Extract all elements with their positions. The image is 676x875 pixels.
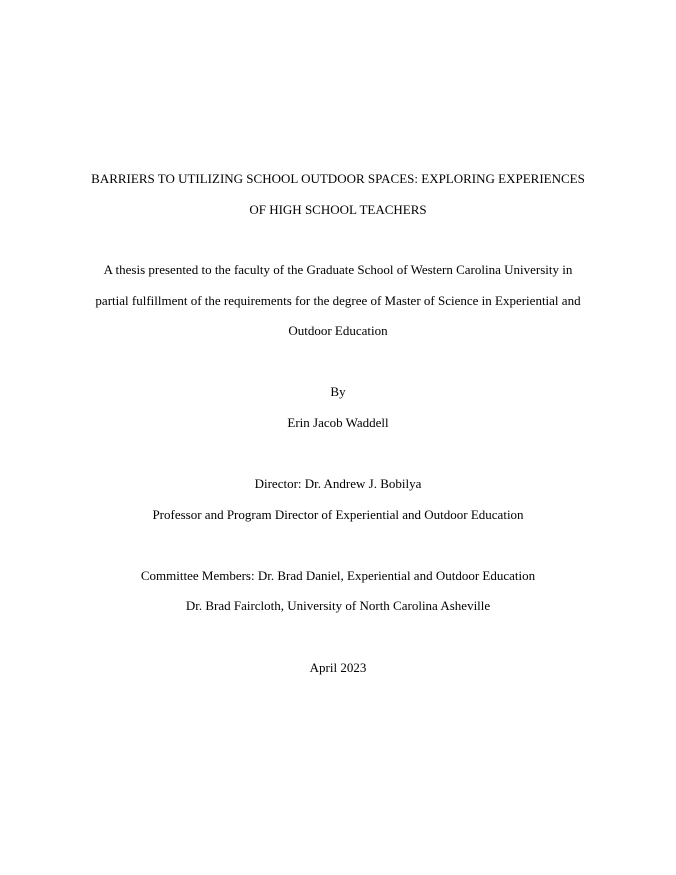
author-name: Erin Jacob Waddell (287, 415, 389, 430)
director-line: Director: Dr. Andrew J. Bobilya (254, 476, 422, 491)
description-line-1: A thesis presented to the faculty of the Graduate School of Western Carolina University in (103, 262, 573, 277)
by-label: By (330, 384, 346, 399)
description-line-3: Outdoor Education (288, 323, 388, 338)
submission-date: April 2023 (309, 660, 367, 675)
director-title-line: Professor and Program Director of Experiential and Outdoor Education (152, 507, 524, 522)
thesis-title-line-2: OF HIGH SCHOOL TEACHERS (249, 202, 427, 217)
thesis-title-line-1: BARRIERS TO UTILIZING SCHOOL OUTDOOR SPACES: EXPLORING EXPERIENCES (91, 171, 585, 186)
committee-line-2: Dr. Brad Faircloth, University of North Carolina Asheville (185, 598, 491, 613)
description-line-2: partial fulfillment of the requirements for the degree of Master of Science in Experiential and (95, 293, 581, 308)
committee-line-1: Committee Members: Dr. Brad Daniel, Experiential and Outdoor Education (140, 568, 536, 583)
